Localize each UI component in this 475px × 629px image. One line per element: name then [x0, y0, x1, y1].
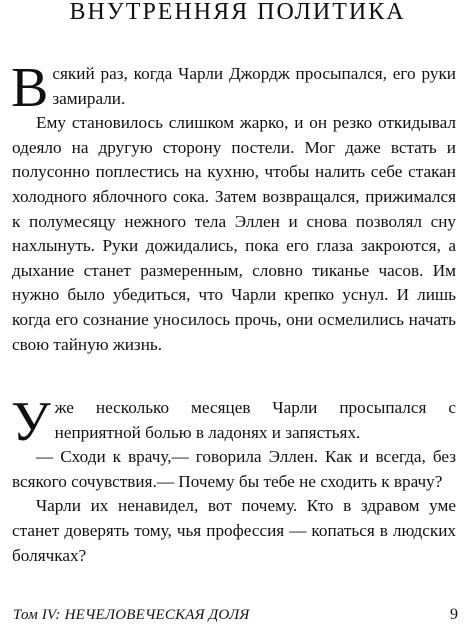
section-one-paragraph-2: Ему становилось слишком жарко, и он резко откидывал одеяло на другую сторону постели. Мог даже встать и полусонно поплестись на кухню, чтобы налить себе стакан холодного яблочного сока. Затем возвращался, прижимался к полумесяцу нежного тела Эллен и снова позволял сну нахлынуть. Руки дожидались, пока его глаза закроются, а дыхание станет размеренным, словно тиканье часов. Им нужно было убедиться, что Чарли крепко уснул. И лишь когда его сознание уносилось прочь, они осмелились начать свою тайную жизнь.: [12, 113, 456, 354]
chapter-title: ВНУТРЕННЯЯ ПОЛИТИКА: [69, 0, 406, 25]
section-one: [11, 57, 456, 357]
section-two-paragraph-2: — Сходи к врачу,— говорила Эллен. Как и всегда, без всякого сочувствия.— Почему бы тебе не сходить к врачу?: [12, 447, 456, 491]
section-two-paragraph-1-text: же несколько месяцев Чарли просыпался с неприятной болью в ладонях и запястьях.: [54, 398, 456, 442]
drop-cap: В: [11, 57, 49, 119]
running-footer-title: Том IV: НЕЧЕЛОВЕЧЕСКАЯ ДОЛЯ: [13, 607, 250, 623]
section-two-paragraph-1: [11, 391, 456, 453]
section-one-paragraph-1-text: сякий раз, когда Чарли Джордж просыпался, его руки замирали.: [52, 64, 456, 108]
section-one-paragraph-1: [11, 57, 456, 119]
page-number: 9: [450, 606, 458, 623]
drop-cap: У: [11, 391, 51, 453]
section-two-paragraph-3: Чарли их ненавидел, вот почему. Кто в здравом уме станет доверять тому, чья профессия — копаться в людских болячках?: [12, 496, 456, 565]
section-two: [11, 391, 456, 568]
